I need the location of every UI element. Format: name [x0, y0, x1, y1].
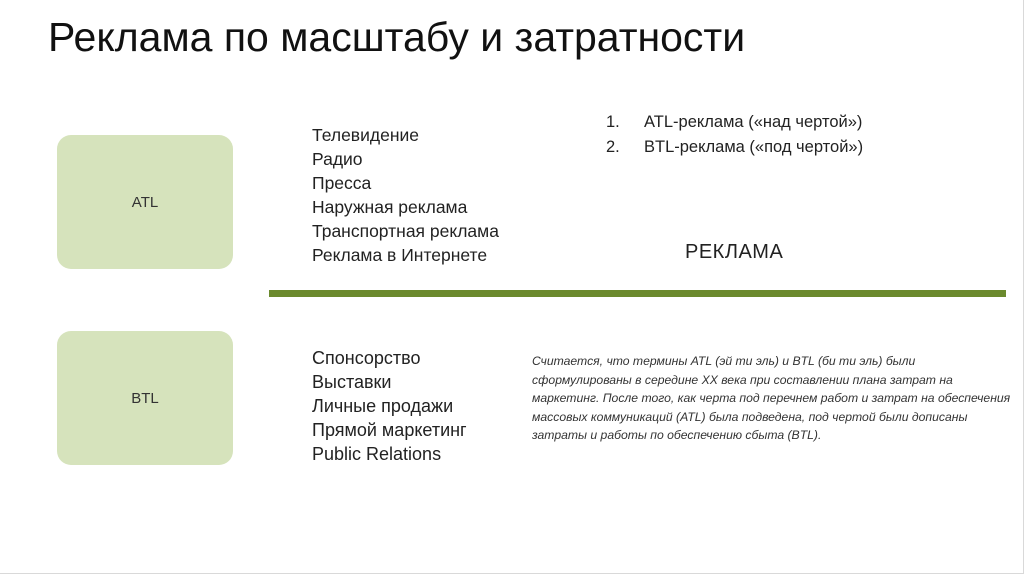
atl-channel-item: Телевидение [312, 125, 419, 145]
advertising-type-item [606, 110, 863, 135]
atl-channel-list [312, 123, 499, 267]
historical-note: Считается, что термины ATL (эй ти эль) и BTL (би ти эль) были сформулированы в середине XX века при составлении плана затрат на маркетинг. После того, как черта под перечнем работ и затрат на обеспечения массовых коммуникаций (ATL) была подведена, под чертой были дописаны затраты и работы по обеспечению сбыта (BTL). [532, 354, 1011, 442]
atl-channel-item: Пресса [312, 173, 372, 193]
atl-channel-item: Радио [312, 149, 363, 169]
atl-channel-item: Реклама в Интернете [312, 245, 488, 265]
divider-line [269, 290, 1006, 297]
slide-title: Реклама по масштабу и затратности [48, 14, 746, 60]
advertising-type-text: ATL-реклама («над чертой») [644, 113, 863, 131]
btl-box-label: BTL [131, 389, 159, 407]
advertising-types-list [606, 110, 863, 160]
divider-label: РЕКЛАМА [685, 241, 784, 263]
btl-channel-item: Спонсорство [312, 348, 421, 368]
btl-channel-item: Личные продажи [312, 396, 454, 416]
atl-box-label: ATL [131, 193, 159, 211]
atl-channel-item: Транспортная реклама [312, 221, 499, 241]
atl-box [57, 135, 233, 269]
btl-channel-item: Public Relations [312, 444, 442, 464]
btl-channel-item: Выставки [312, 372, 392, 392]
list-number: 1. [606, 113, 620, 131]
atl-channel-item: Наружная реклама [312, 197, 468, 217]
btl-box [57, 331, 233, 465]
advertising-type-text: BTL-реклама («под чертой») [644, 138, 864, 156]
btl-channel-item: Прямой маркетинг [312, 420, 467, 440]
btl-channel-list [312, 346, 467, 466]
advertising-type-item [606, 135, 863, 160]
list-number: 2. [606, 138, 620, 156]
